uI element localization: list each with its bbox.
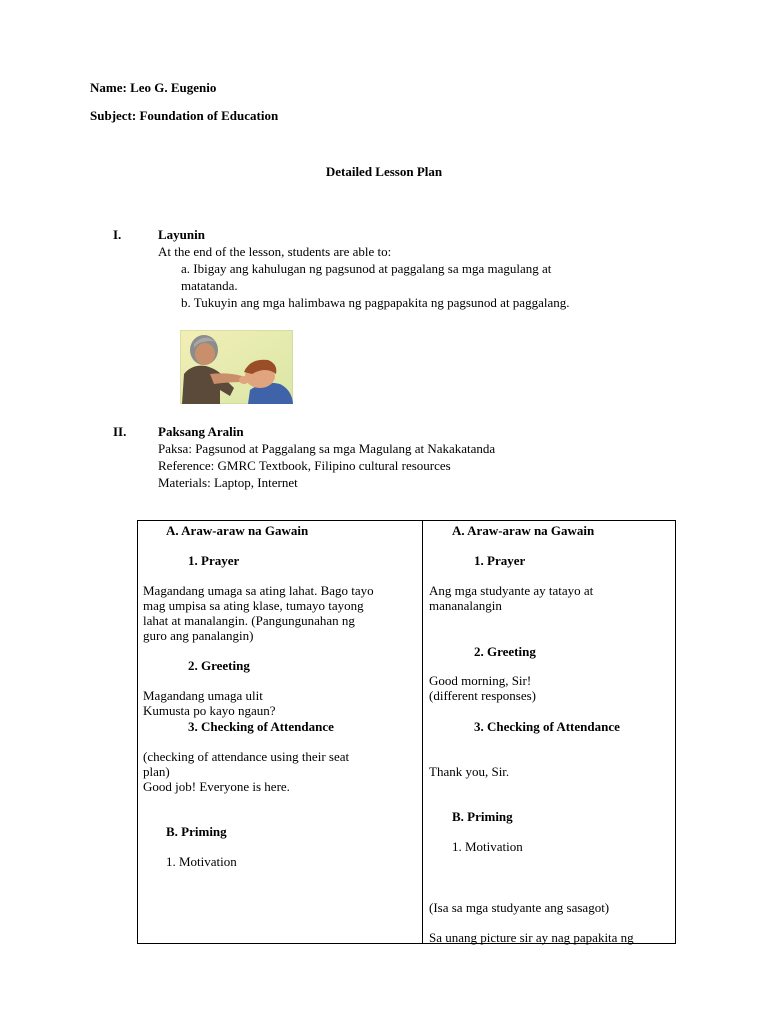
name-label: Name:: [90, 80, 127, 95]
left-greeting-heading: 2. Greeting: [188, 658, 250, 673]
right-motivation: 1. Motivation: [452, 839, 523, 854]
materials-line: Materials: Laptop, Internet: [158, 475, 298, 490]
right-part-b-heading: B. Priming: [452, 809, 513, 824]
objective-a-line-1: a. Ibigay ang kahulugan ng pagsunod at paggalang sa mga magulang at: [181, 261, 552, 276]
right-prayer-heading: 1. Prayer: [474, 553, 526, 568]
right-answer-note: (Isa sa mga studyante ang sasagot): [429, 900, 610, 915]
column-divider: [422, 521, 423, 943]
left-part-b-heading: B. Priming: [166, 824, 227, 839]
left-prayer-line-2: mag umpisa sa ating klase, tumayo tayong: [143, 598, 364, 613]
right-attendance-heading: 3. Checking of Attendance: [474, 719, 620, 734]
section-1: [158, 226, 678, 311]
name-line: [90, 79, 216, 96]
topic-line: Paksa: Pagsunod at Paggalang sa mga Magulang at Nakakatanda: [158, 441, 496, 456]
left-prayer-heading: 1. Prayer: [188, 553, 240, 568]
name-value: Leo G. Eugenio: [130, 80, 217, 95]
section-2-number: II.: [113, 424, 127, 439]
section-2: [158, 423, 678, 491]
document-title: Detailed Lesson Plan: [325, 164, 443, 179]
left-part-a-heading: A. Araw-araw na Gawain: [166, 523, 309, 538]
left-greeting-line-2: Kumusta po kayo ngaun?: [143, 703, 276, 718]
right-prayer-line-2: mananalangin: [429, 598, 502, 613]
left-attendance-line-1: (checking of attendance using their seat: [143, 749, 350, 764]
right-answer-line: Sa unang picture sir ay nag papakita ng: [429, 930, 634, 945]
left-prayer-line-1: Magandang umaga sa ating lahat. Bago tayo: [143, 583, 374, 598]
subject-line: [90, 107, 278, 124]
section-1-number: I.: [113, 227, 122, 242]
right-greeting-line-1: Good morning, Sir!: [429, 673, 532, 688]
section-2-heading: Paksang Aralin: [158, 424, 244, 439]
right-greeting-line-2: (different responses): [429, 688, 536, 703]
lesson-illustration: [180, 330, 293, 404]
left-prayer-line-4: guro ang panalangin): [143, 628, 254, 643]
section-1-intro: At the end of the lesson, students are able to:: [158, 244, 392, 259]
right-prayer-line-1: Ang mga studyante ay tatayo at: [429, 583, 594, 598]
lesson-procedure-table: [137, 520, 676, 944]
subject-value: Foundation of Education: [139, 108, 279, 123]
left-motivation: 1. Motivation: [166, 854, 237, 869]
left-attendance-line-2: plan): [143, 764, 170, 779]
subject-label: Subject:: [90, 108, 137, 123]
left-prayer-line-3: lahat at manalangin. (Pangungunahan ng: [143, 613, 355, 628]
reference-line: Reference: GMRC Textbook, Filipino cultural resources: [158, 458, 451, 473]
left-attendance-heading: 3. Checking of Attendance: [188, 719, 334, 734]
right-attendance-response: Thank you, Sir.: [429, 764, 510, 779]
right-greeting-heading: 2. Greeting: [474, 644, 536, 659]
section-1-heading: Layunin: [158, 227, 205, 242]
left-attendance-line-3: Good job! Everyone is here.: [143, 779, 290, 794]
left-greeting-line-1: Magandang umaga ulit: [143, 688, 263, 703]
objective-b: b. Tukuyin ang mga halimbawa ng pagpapakita ng pagsunod at paggalang.: [181, 295, 570, 310]
objective-a-line-2: matatanda.: [181, 278, 238, 293]
right-part-a-heading: A. Araw-araw na Gawain: [452, 523, 595, 538]
